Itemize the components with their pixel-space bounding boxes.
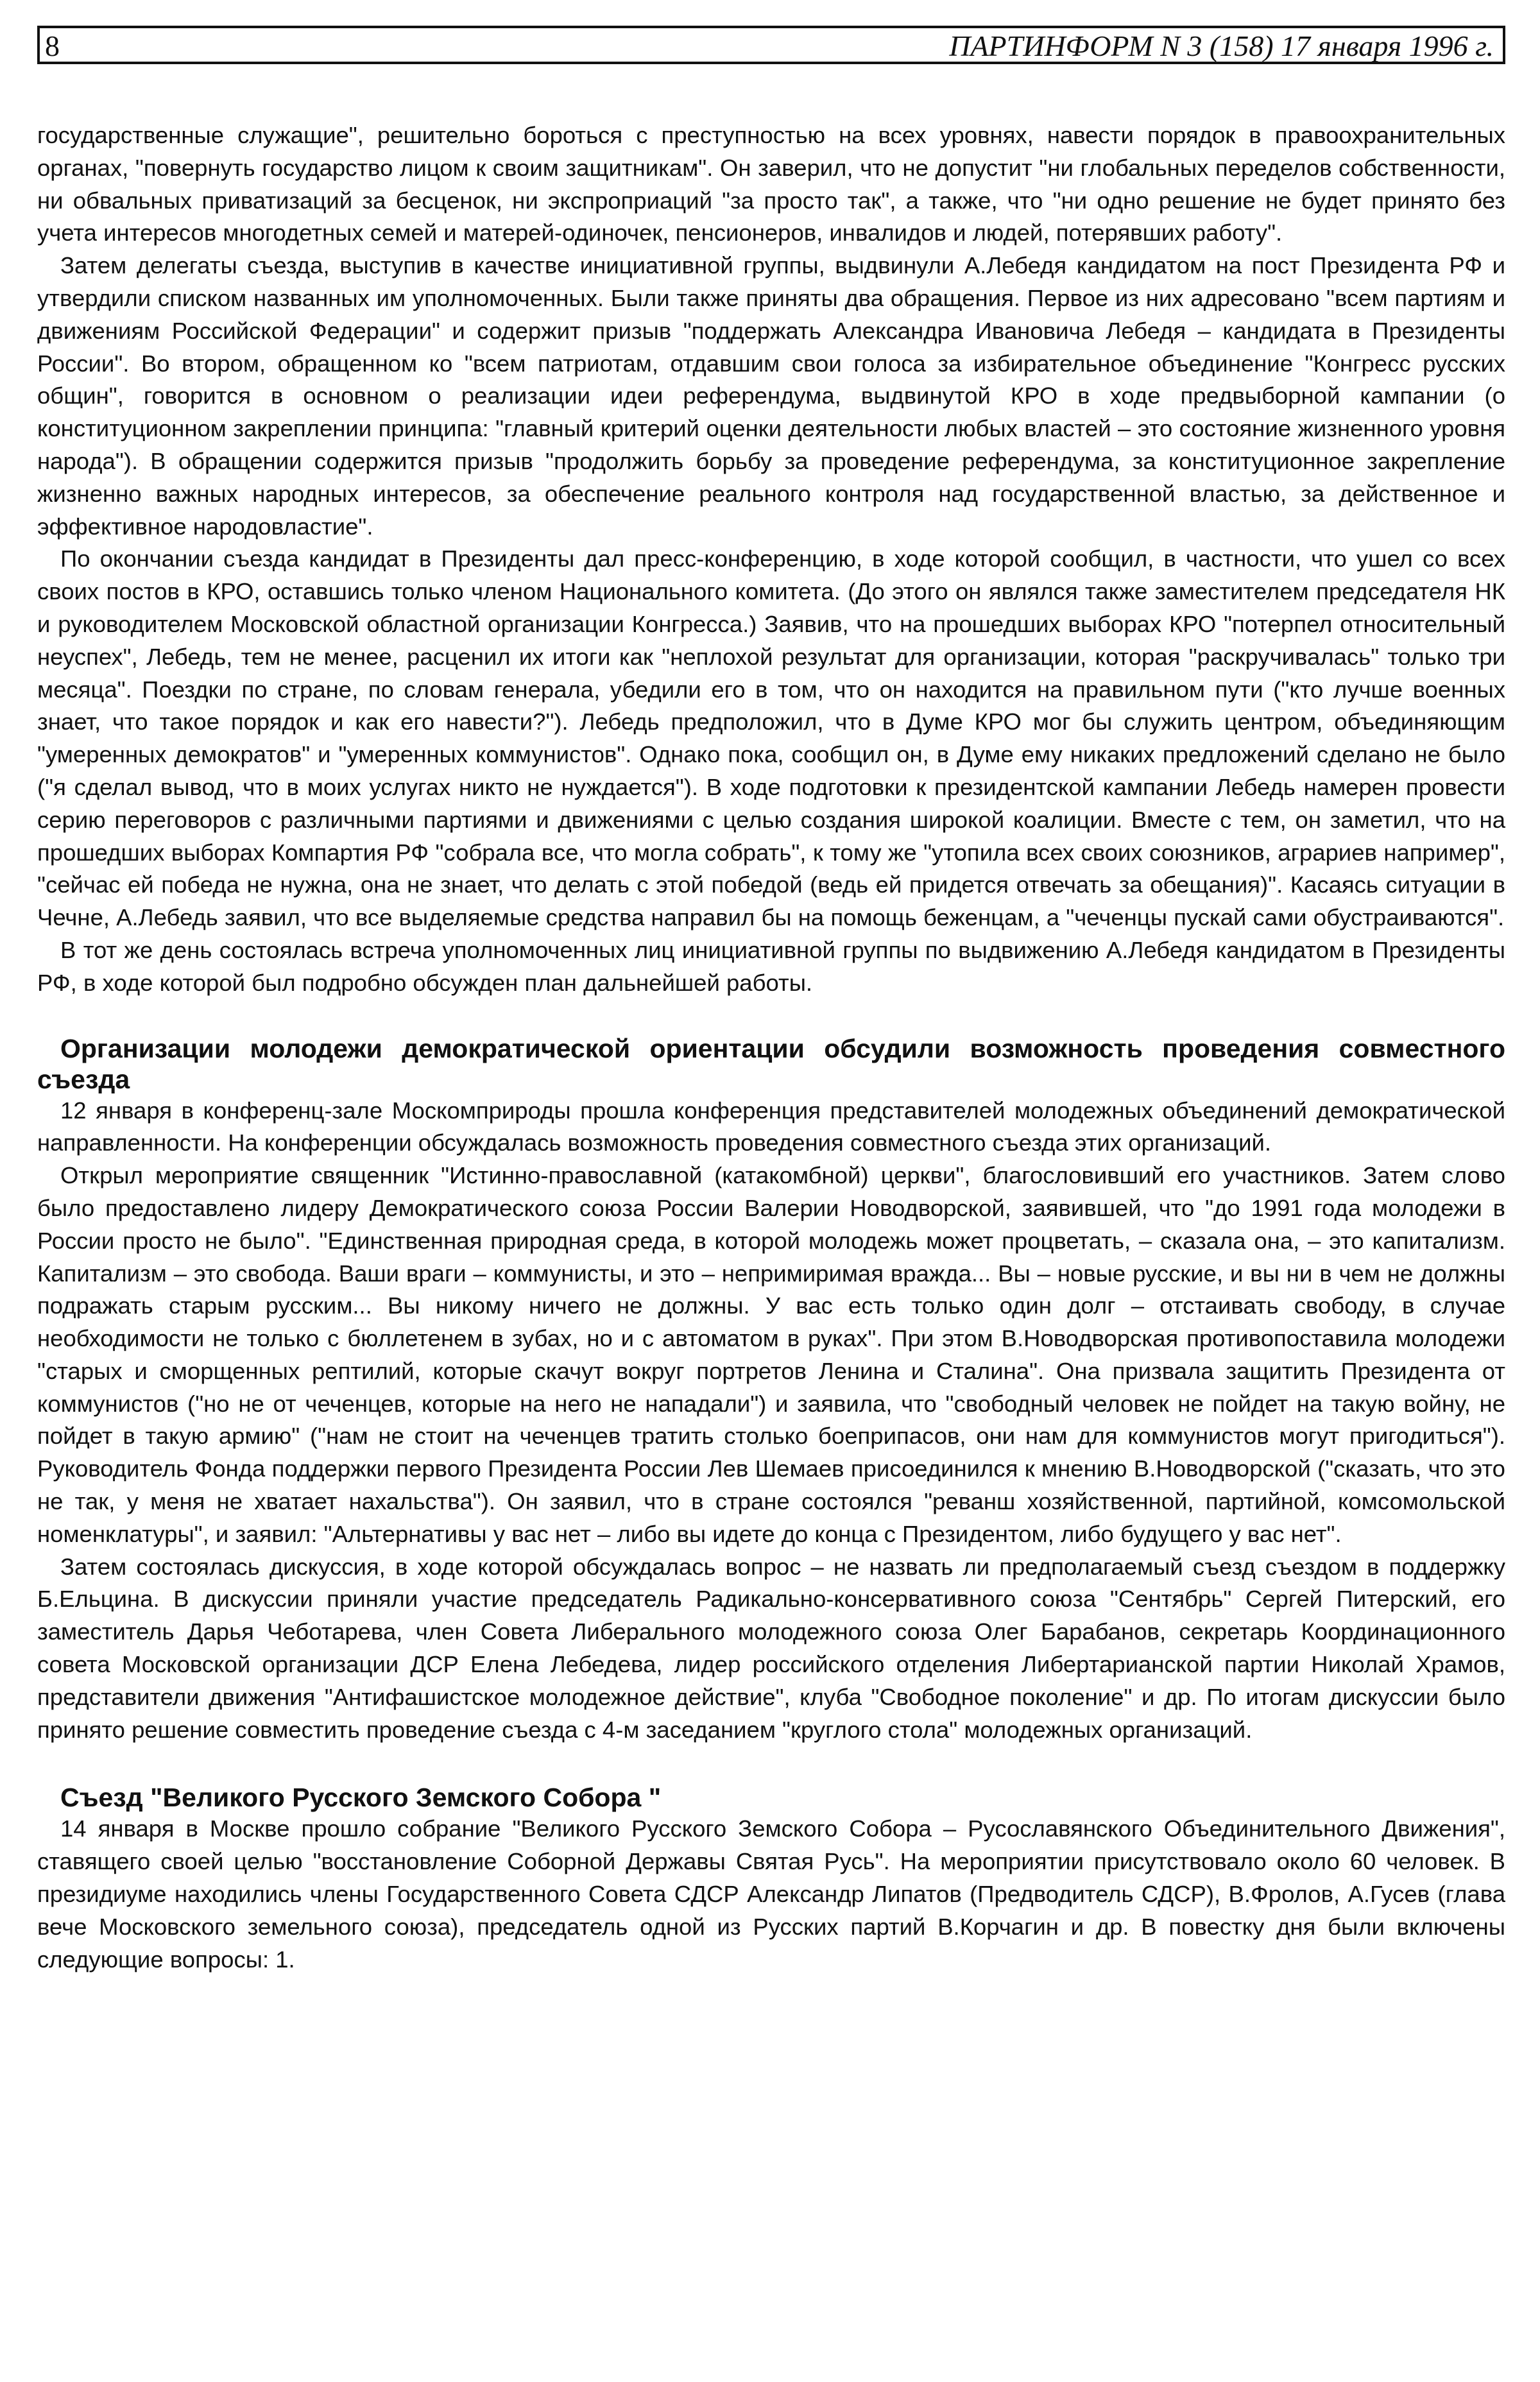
article-headline: Съезд "Великого Русского Земского Собора " xyxy=(60,1783,662,1813)
section-spacer xyxy=(37,1000,1505,1033)
page-body xyxy=(37,119,1505,1976)
article-paragraph: Открыл мероприятие священник "Истинно-православной (катакомбной) церкви", благословивший его участников. Затем слово было предоставлено лидеру Демократического союза России Валерии Новодворской, заявившей, что "до 1991 года молодежи в России просто не было". "Единственная природная среда, в которой молодежь может процветать, – сказала она, – это капитализм. Капитализм – это свобода. Ваши враги – коммунисты, и это – непримиримая вражда... Вы – новые русские, и вы ни в чем не должны подражать старым русским... Вы никому ничего не должны. У вас есть только один долг – отстаивать свободу, в случае необходимости не только с бюллетенем в зубах, но и с автоматом в руках". При этом В.Новодворская противопоставила молодежи "старых и сморщенных рептилий, которые скачут вокруг портретов Ленина и Сталина". Она призвала защитить Президента от коммунистов ("но не от чеченцев, которые на него не нападали") и заявила, что "свободный человек не пойдет на такую войну, не пойдет в такую армию" ("нам не стоит на чеченцев тратить столько боеприпасов, они нам для коммунистов могут пригодиться"). Руководитель Фонда поддержки первого Президента России Лев Шемаев присоединился к мнению В.Новодворской ("сказать, что это не так, у меня не хватает нахальства"). Он заявил, что в стране состоялся "реванш хозяйственной, партийной, комсомольской номенклатуры", и заявил: "Альтернативы у вас нет – либо вы идете до конца с Президентом, либо будущего у вас нет". xyxy=(37,1162,1505,1547)
running-title: ПАРТИНФОРМ N 3 (158) 17 января 1996 г. xyxy=(949,30,1494,62)
page-header xyxy=(37,26,1505,64)
page-number: 8 xyxy=(45,30,60,62)
article-headline: Организации молодежи демократической ориентации обсудили возможность проведения совместного съезда xyxy=(37,1033,1505,1094)
article-paragraph: Затем состоялась дискуссия, в ходе которой обсуждалась вопрос – не назвать ли предполагаемый съезд съездом в поддержку Б.Ельцина. В дискуссии приняли участие председатель Радикально-консервативного союза "Сентябрь" Сергей Питерский, его заместитель Дарья Чеботарева, член Совета Либерального молодежного союза Олег Барабанов, секретарь Координационного совета Московской организации ДСР Елена Лебедева, лидер российского отделения Либертарианской партии Николай Храмов, представители движения "Антифашистское молодежное действие", клуба "Свободное поколение" и др. По итогам дискуссии было принято решение совместить проведение съезда с 4-м заседанием "круглого стола" молодежных организаций. xyxy=(37,1553,1505,1743)
article-paragraph: 14 января в Москве прошло собрание "Великого Русского Земского Собора – Русославянского Объединительного Движения", ставящего своей целью "восстановление Соборной Державы Святая Русь". На мероприятии присутствовало около 60 человек. В президиуме находились члены Государственного Совета СДСР Александр Липатов (Предводитель СДСР), В.Фролов, А.Гусев (глава вече Московского земельного союза), председатель одной из Русских партий В.Корчагин и др. В повестку дня были включены следующие вопросы: 1. xyxy=(37,1815,1505,1973)
article-paragraph: По окончании съезда кандидат в Президенты дал пресс-конференцию, в ходе которой сообщил, в частности, что ушел со всех своих постов в КРО, оставшись только членом Национального комитета. (До этого он являлся также заместителем председателя НК и руководителем Московской областной организации Конгресса.) Заявив, что на прошедших выборах КРО "потерпел относительный неуспех", Лебедь, тем не менее, расценил их итоги как "неплохой результат для организации, которая "раскручивалась" только три месяца". Поездки по стране, по словам генерала, убедили его в том, что он находится на правильном пути ("кто лучше военных знает, что такое порядок и как его навести?"). Лебедь предположил, что в Думе КРО мог бы служить центром, объединяющим "умеренных демократов" и "умеренных коммунистов". Однако пока, сообщил он, в Думе ему никаких предложений сделано не было ("я сделал вывод, что в моих услугах никто не нуждается"). В ходе подготовки к президентской кампании Лебедь намерен провести серию переговоров с различными партиями и движениями с целью создания широкой коалиции. Вместе с тем, он заметил, что на прошедших выборах Компартия РФ "собрала все, что могла собрать", к тому же "утопила всех своих союзников, аграриев например", "сейчас ей победа не нужна, она не знает, что делать с этой победой (ведь ей придется отвечать за обещания)". Касаясь ситуации в Чечне, А.Лебедь заявил, что все выделяемые средства направил бы на помощь беженцам, а "чеченцы пускай сами обустраиваются". xyxy=(37,545,1505,931)
article-paragraph: государственные служащие", решительно бороться с преступностью на всех уровнях, навести порядок в правоохранительных органах, "повернуть государство лицом к своим защитникам". Он заверил, что не допустит "ни глобальных переделов собственности, ни обвальных приватизаций за бесценок, ни экспроприаций "за просто так", а также, что "ни одно решение не будет принято без учета интересов многодетных семей и матерей-одиночек, пенсионеров, инвалидов и людей, потерявших работу". xyxy=(37,122,1505,246)
article-zemsky-sobor xyxy=(37,1782,1505,1976)
article-paragraph: Затем делегаты съезда, выступив в качестве инициативной группы, выдвинули А.Лебедя кандидатом на пост Президента РФ и утвердили списком названных им уполномоченных. Были также приняты два обращения. Первое из них адресовано "всем партиям и движениям Российской Федерации" и содержит призыв "поддержать Александра Ивановича Лебедя – кандидата в Президенты России". Во втором, обращенном ко "всем патриотам, отдавшим свои голоса за избирательное объединение "Конгресс русских общин", говорится в основном о реализации идеи референдума, выдвинутой КРО в ходе предвыборной кампании (о конституционном закреплении принципа: "главный критерий оценки деятельности любых властей – это состояние жизненного уровня народа"). В обращении содержится призыв "продолжить борьбу за проведение референдума, за конституционное закрепление жизненно важных народных интересов, за обеспечение реального контроля над государственной властью, за действенное и эффективное народовластие". xyxy=(37,252,1505,540)
article-paragraph: В тот же день состоялась встреча уполномоченных лиц инициативной группы по выдвижению А.Лебедя кандидатом в Президенты РФ, в ходе которой был подробно обсужден план дальнейшей работы. xyxy=(37,936,1505,996)
article-lebed-congress xyxy=(37,119,1505,1000)
article-youth-organizations xyxy=(37,1033,1505,1747)
newspaper-page xyxy=(37,26,1505,2355)
article-paragraph: 12 января в конференц-зале Москомприроды прошла конференция представителей молодежных объединений демократической направленности. На конференции обсуждалась возможность проведения совместного съезда этих организаций. xyxy=(37,1097,1505,1156)
section-spacer xyxy=(37,1746,1505,1782)
